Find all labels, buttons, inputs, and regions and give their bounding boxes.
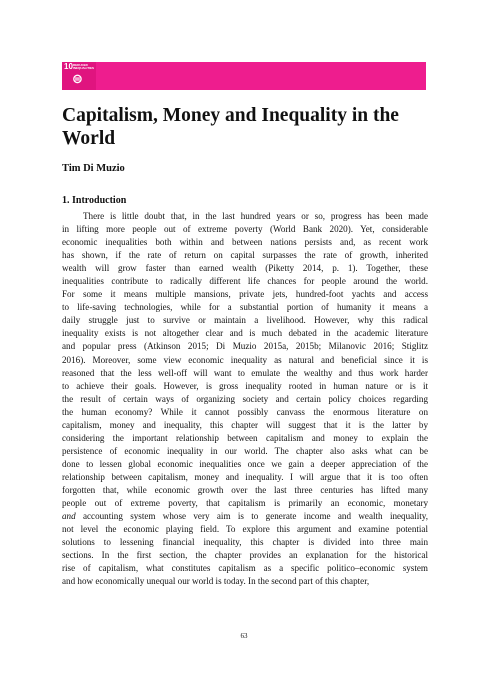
page-number: 63 — [240, 632, 248, 640]
body-line: rise of capitalism, what constitutes capitalism as a specific politico–economic system — [62, 563, 428, 574]
body-line: economic inequalities both within and between nations persists and, as recent work — [62, 237, 428, 248]
body-line: wealth will grow faster than earned wealth (Piketty 2014, p. 1). Together, these — [62, 263, 428, 274]
reduced-inequalities-icon: ⊜ — [72, 72, 83, 87]
body-line: people out of extreme poverty, that capitalism is primarily an economic, monetary — [62, 498, 428, 509]
body-line: to achieve their goals. However, is gross inequality rooted in human nature or is it — [62, 380, 428, 391]
body-line: the result of certain ways of organizing society and certain policy choices regarding — [62, 393, 428, 404]
body-line: forgotten that, while economic growth over the last three centuries has lifted many — [62, 484, 428, 495]
body-line: inequalities contribute to radically different life chances for people around the world. — [62, 276, 428, 287]
section-heading: 1. Introduction — [62, 195, 127, 206]
body-line: capitalism, money and inequality, this chapter will suggest that it is the latter by — [62, 419, 428, 430]
body-line: relationship between capitalism, money and inequality. I will argue that it is too often — [62, 471, 428, 482]
body-line: and accounting system whose very aim is to generate income and wealth inequality, — [62, 511, 428, 522]
sdg-badge — [62, 62, 96, 90]
body-line: inequality exists is not altogether clear and is much debated in the academic literature — [62, 328, 428, 339]
body-text — [62, 210, 428, 588]
body-line: For some it means multiple mansions, private jets, hundred-foot yachts and access — [62, 289, 428, 300]
body-line: persistence of economic inequality in our world. The chapter also asks what can be — [62, 445, 428, 456]
body-line: in lifting more people out of extreme poverty (World Bank 2020). Yet, considerable — [62, 224, 428, 235]
body-line: 2016). Moreover, some view economic inequality as natural and beneficial since it is — [62, 354, 428, 365]
sdg-label: REDUCED INEQUALITIES — [73, 63, 95, 71]
body-line: to life-saving technologies, while for a substantial portion of humanity it means a — [62, 302, 428, 313]
body-line: solutions to lessening financial inequality, this chapter is divided into three main — [62, 537, 428, 548]
author-name: Tim Di Muzio — [62, 163, 125, 174]
chapter-title: Capitalism, Money and Inequality in the World — [62, 105, 399, 149]
body-line: There is little doubt that, in the last hundred years or so, progress has been made — [83, 211, 428, 221]
body-line: not level the economic playing field. To explore this argument and examine potential — [62, 524, 428, 535]
body-line: daily struggle just to survive or maintain a livelihood. However, why this radical — [62, 315, 428, 326]
body-line: considering the important relationship between capitalism and money to explain the — [62, 432, 428, 443]
body-line: sections. In the first section, the chapter provides an explanation for the historical — [62, 550, 428, 561]
body-line: and popular press (Atkinson 2015; Di Muzio 2015a, 2015b; Milanovic 2016; Stiglitz — [62, 341, 428, 352]
body-line: and how economically unequal our world is today. In the second part of this chapter, — [62, 576, 370, 587]
body-line: reasoned that the less well-off will want to emulate the wealthy and thus work harder — [62, 367, 428, 378]
body-line: has shown, if the rate of return on capital surpasses the rate of growth, inherited — [62, 250, 428, 261]
body-line: the human economy? While it cannot possibly canvass the enormous literature on — [62, 406, 428, 417]
sdg-number: 10 — [64, 62, 73, 71]
sdg-banner — [62, 62, 426, 90]
body-line: done to lessen global economic inequalities once we gain a deeper appreciation of the — [62, 458, 428, 469]
